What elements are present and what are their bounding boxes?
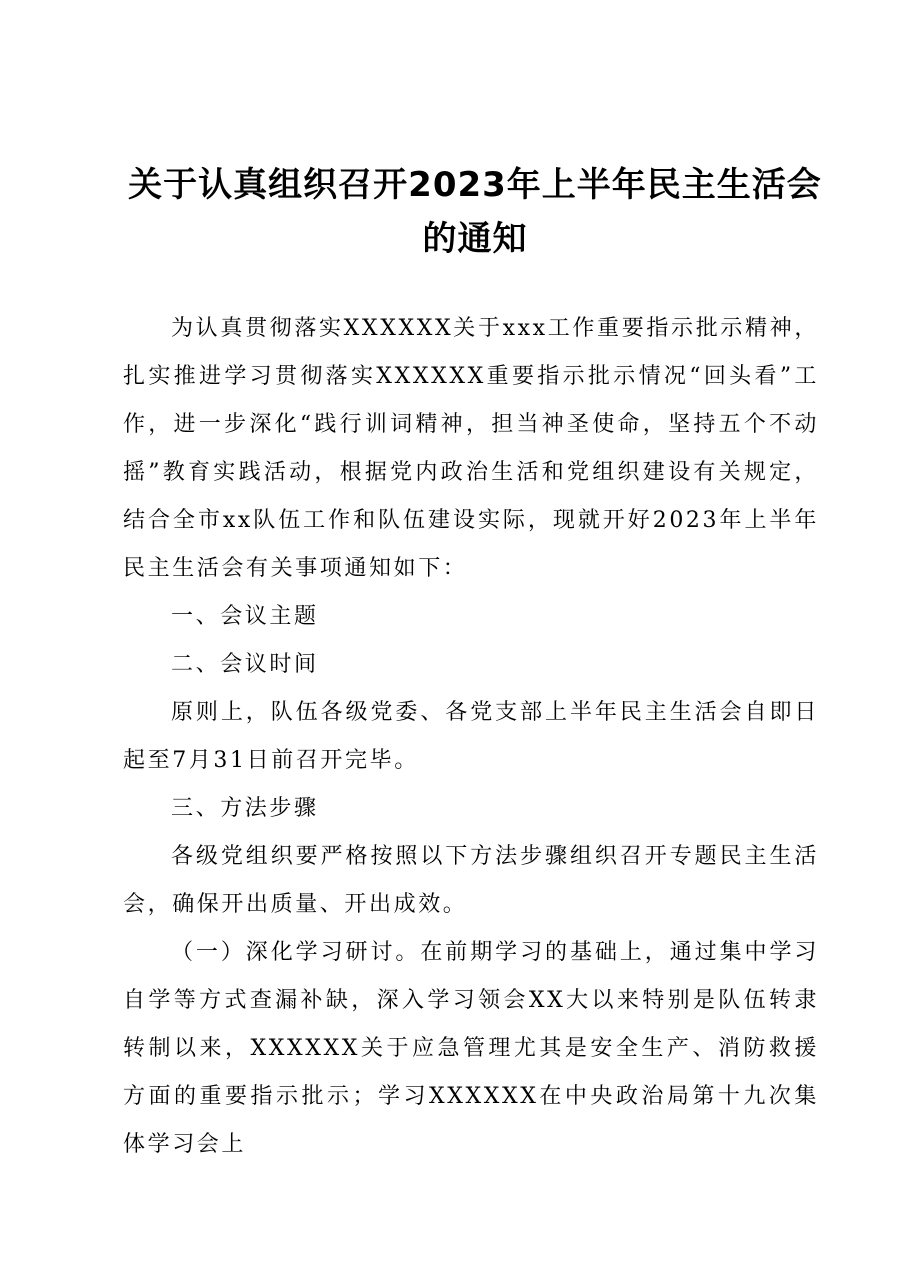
document-body [123,305,819,1169]
paragraph-intro: 为认真贯彻落实XXXXXX关于xxx工作重要指示批示精神，扎实推进学习贯彻落实XXXXXX重要指示批示情况“回头看”工作，进一步深化“践行训词精神，担当神圣使命，坚持五个不动摇”教育实践活动，根据党内政治生活和党组织建设有关规定，结合全市xx队伍工作和队伍建设实际，现就开好2023年上半年民主生活会有关事项通知如下： [123,316,819,581]
heading-meeting-theme: 一、会议主题 [171,604,319,629]
heading-meeting-time: 二、会议时间 [171,652,319,677]
paragraph-study-discussion: （一）深化学习研讨。在前期学习的基础上，通过集中学习自学等方式查漏补缺，深入学习领会XX大以来特别是队伍转隶转制以来，XXXXXX关于应急管理尤其是安全生产、消防救援方面的重要指示批示；学习XXXXXX在中央政治局第十九次集体学习会上 [123,940,819,1157]
document-title: 关于认真组织召开2023年上半年民主生活会的通知 [128,165,822,259]
heading-method-steps: 三、方法步骤 [171,796,319,821]
paragraph-meeting-time: 原则上，队伍各级党委、各党支部上半年民主生活会自即日起至7月31日前召开完毕。 [123,700,819,773]
paragraph-method-steps: 各级党组织要严格按照以下方法步骤组织召开专题民主生活会，确保开出质量、开出成效。 [123,844,819,917]
